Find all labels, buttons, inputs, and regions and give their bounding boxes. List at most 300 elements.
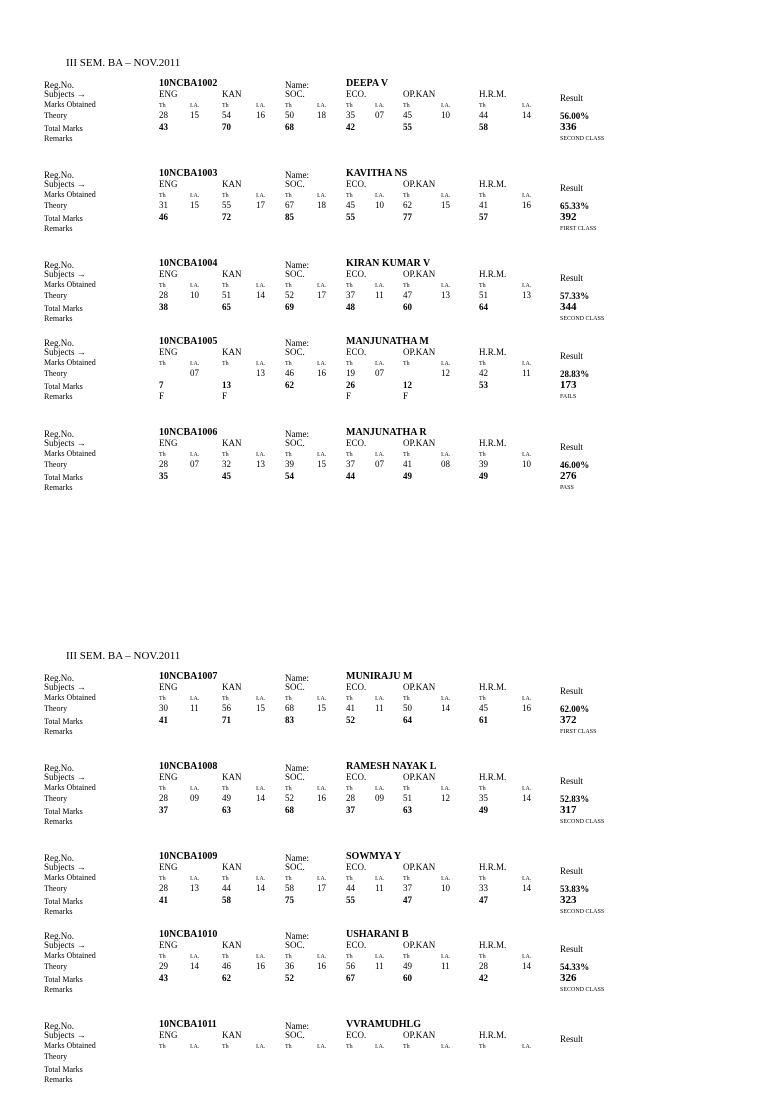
- result-label: Result: [560, 866, 584, 876]
- th-header: Th: [285, 786, 292, 792]
- section-heading: III SEM. BA – NOV.2011: [66, 57, 181, 69]
- ia-header: I.A.: [441, 876, 451, 882]
- subject-total: 68: [285, 805, 294, 815]
- marks-obtained-label: Marks Obtained: [44, 449, 96, 458]
- th-header: Th: [222, 954, 229, 960]
- subject-name: KAN: [222, 772, 242, 782]
- name-label: Name:: [285, 338, 309, 348]
- subject-name: ECO.: [346, 772, 367, 782]
- subject-total: 83: [285, 715, 294, 725]
- total-marks-label: Total Marks: [44, 717, 83, 726]
- ia-header: I.A.: [317, 954, 327, 960]
- ia-header: I.A.: [317, 876, 327, 882]
- reg-no-label: Reg.No.: [44, 1021, 74, 1031]
- subject-total: 68: [285, 122, 294, 132]
- subject-name: SOC.: [285, 682, 305, 692]
- marks-obtained-label: Marks Obtained: [44, 358, 96, 367]
- theory-mark: 28: [159, 290, 168, 300]
- th-header: Th: [159, 193, 166, 199]
- subject-total: 41: [159, 895, 168, 905]
- subject-total: 49: [403, 471, 412, 481]
- theory-mark: 28: [159, 110, 168, 120]
- subject-total: 43: [159, 122, 168, 132]
- marks-obtained-label: Marks Obtained: [44, 190, 96, 199]
- subject-name: KAN: [222, 269, 242, 279]
- th-header: Th: [479, 876, 486, 882]
- remarks-label: Remarks: [44, 985, 73, 994]
- ia-header: I.A.: [256, 361, 266, 367]
- student-record: [0, 336, 768, 416]
- th-header: Th: [159, 361, 166, 367]
- grand-total: 336: [560, 121, 577, 133]
- ia-mark: 14: [441, 703, 450, 713]
- theory-label: Theory: [44, 962, 68, 971]
- ia-header: I.A.: [317, 1044, 327, 1050]
- ia-header: I.A.: [522, 1044, 532, 1050]
- ia-mark: 14: [256, 793, 265, 803]
- subject-total: 52: [346, 715, 355, 725]
- subject-total: 44: [346, 471, 355, 481]
- student-record: [0, 258, 768, 338]
- remarks-label: Remarks: [44, 907, 73, 916]
- theory-mark: 46: [285, 368, 294, 378]
- total-marks-label: Total Marks: [44, 897, 83, 906]
- subjects-label: Subjects →: [44, 682, 86, 692]
- subject-total: 64: [403, 715, 412, 725]
- ia-header: I.A.: [441, 452, 451, 458]
- ia-header: I.A.: [256, 786, 266, 792]
- th-header: Th: [285, 954, 292, 960]
- subject-name: H.R.M.: [479, 1030, 507, 1040]
- subject-name: SOC.: [285, 940, 305, 950]
- ia-mark: 07: [375, 368, 384, 378]
- total-marks-label: Total Marks: [44, 214, 83, 223]
- ia-mark: 16: [317, 793, 326, 803]
- th-header: Th: [403, 283, 410, 289]
- student-record: [0, 78, 768, 158]
- subject-total: 58: [222, 895, 231, 905]
- th-header: Th: [285, 876, 292, 882]
- subject-name: H.R.M.: [479, 862, 507, 872]
- ia-mark: 12: [441, 368, 450, 378]
- th-header: Th: [403, 954, 410, 960]
- ia-header: I.A.: [256, 954, 266, 960]
- ia-mark: 13: [190, 883, 199, 893]
- th-header: Th: [403, 103, 410, 109]
- subject-total: 67: [346, 973, 355, 983]
- result-class: FAILS: [560, 394, 577, 400]
- subject-total: 49: [479, 471, 488, 481]
- theory-mark: 45: [403, 110, 412, 120]
- reg-no-value: 10NCBA1007: [159, 671, 218, 682]
- reg-no-value: 10NCBA1011: [159, 1019, 217, 1030]
- subject-total: 58: [479, 122, 488, 132]
- ia-header: I.A.: [522, 452, 532, 458]
- subject-total: 47: [479, 895, 488, 905]
- subjects-label: Subjects →: [44, 89, 86, 99]
- ia-header: I.A.: [375, 103, 385, 109]
- subject-total: 43: [159, 973, 168, 983]
- theory-mark: 56: [346, 961, 355, 971]
- ia-mark: 16: [317, 368, 326, 378]
- th-header: Th: [479, 786, 486, 792]
- subject-name: KAN: [222, 179, 242, 189]
- ia-mark: 17: [317, 883, 326, 893]
- result-label: Result: [560, 944, 584, 954]
- ia-mark: 07: [190, 368, 199, 378]
- student-record: [0, 168, 768, 248]
- subject-total: 62: [285, 380, 294, 390]
- marks-obtained-label: Marks Obtained: [44, 783, 96, 792]
- subject-remark: F: [159, 391, 165, 401]
- remarks-label: Remarks: [44, 134, 73, 143]
- th-header: Th: [222, 876, 229, 882]
- ia-mark: 17: [256, 200, 265, 210]
- theory-mark: 62: [403, 200, 412, 210]
- th-header: Th: [159, 103, 166, 109]
- ia-header: I.A.: [190, 1044, 200, 1050]
- reg-no-value: 10NCBA1003: [159, 168, 218, 179]
- remarks-label: Remarks: [44, 314, 73, 323]
- subject-name: ECO.: [346, 862, 367, 872]
- subject-total: 85: [285, 212, 294, 222]
- ia-mark: 15: [190, 200, 199, 210]
- theory-mark: 51: [403, 793, 412, 803]
- name-label: Name:: [285, 170, 309, 180]
- name-label: Name:: [285, 429, 309, 439]
- subject-remark: F: [403, 391, 409, 401]
- subject-name: ECO.: [346, 89, 367, 99]
- subject-total: 7: [159, 380, 164, 390]
- reg-no-label: Reg.No.: [44, 260, 74, 270]
- grand-total: 326: [560, 972, 577, 984]
- result-label: Result: [560, 776, 584, 786]
- ia-header: I.A.: [375, 696, 385, 702]
- theory-mark: 35: [479, 793, 488, 803]
- subject-name: OP.KAN: [403, 772, 436, 782]
- subject-total: 77: [403, 212, 412, 222]
- theory-mark: 49: [403, 961, 412, 971]
- name-label: Name:: [285, 673, 309, 683]
- subject-total: 55: [346, 895, 355, 905]
- theory-mark: 28: [159, 883, 168, 893]
- subject-name: ENG: [159, 438, 178, 448]
- theory-mark: 44: [346, 883, 355, 893]
- section-heading: III SEM. BA – NOV.2011: [66, 650, 181, 662]
- th-header: Th: [346, 1044, 353, 1050]
- ia-mark: 18: [317, 110, 326, 120]
- ia-header: I.A.: [190, 452, 200, 458]
- subject-name: SOC.: [285, 89, 305, 99]
- subject-name: ENG: [159, 1030, 178, 1040]
- theory-label: Theory: [44, 291, 68, 300]
- marks-obtained-label: Marks Obtained: [44, 1041, 96, 1050]
- subject-total: 49: [479, 805, 488, 815]
- theory-mark: 68: [285, 703, 294, 713]
- theory-mark: 41: [346, 703, 355, 713]
- theory-label: Theory: [44, 884, 68, 893]
- reg-no-label: Reg.No.: [44, 931, 74, 941]
- marks-obtained-label: Marks Obtained: [44, 951, 96, 960]
- student-name: DEEPA V: [346, 78, 389, 89]
- th-header: Th: [285, 193, 292, 199]
- subject-name: SOC.: [285, 438, 305, 448]
- ia-header: I.A.: [256, 103, 266, 109]
- subject-name: ENG: [159, 772, 178, 782]
- th-header: Th: [159, 452, 166, 458]
- result-label: Result: [560, 351, 584, 361]
- name-label: Name:: [285, 931, 309, 941]
- subjects-label: Subjects →: [44, 1030, 86, 1040]
- student-record: [0, 851, 768, 931]
- th-header: Th: [403, 193, 410, 199]
- theory-mark: 37: [346, 459, 355, 469]
- ia-mark: 10: [441, 883, 450, 893]
- th-header: Th: [285, 283, 292, 289]
- grand-total: 276: [560, 470, 577, 482]
- theory-mark: 52: [285, 793, 294, 803]
- grand-total: 392: [560, 211, 577, 223]
- subject-name: H.R.M.: [479, 772, 507, 782]
- ia-header: I.A.: [317, 696, 327, 702]
- percentage: 52.83%: [560, 794, 590, 804]
- student-record: [0, 427, 768, 507]
- th-header: Th: [479, 193, 486, 199]
- subjects-label: Subjects →: [44, 940, 86, 950]
- subject-name: KAN: [222, 438, 242, 448]
- percentage: 62.00%: [560, 704, 590, 714]
- ia-mark: 09: [190, 793, 199, 803]
- th-header: Th: [479, 452, 486, 458]
- grand-total: 317: [560, 804, 577, 816]
- result-class: FIRST CLASS: [560, 226, 597, 232]
- th-header: Th: [479, 361, 486, 367]
- th-header: Th: [346, 876, 353, 882]
- ia-header: I.A.: [375, 786, 385, 792]
- theory-mark: 37: [403, 883, 412, 893]
- th-header: Th: [346, 954, 353, 960]
- th-header: Th: [479, 954, 486, 960]
- ia-header: I.A.: [522, 193, 532, 199]
- subject-name: H.R.M.: [479, 438, 507, 448]
- subject-name: H.R.M.: [479, 682, 507, 692]
- th-header: Th: [479, 696, 486, 702]
- student-name: KAVITHA NS: [346, 168, 408, 179]
- ia-header: I.A.: [256, 193, 266, 199]
- th-header: Th: [285, 696, 292, 702]
- reg-no-label: Reg.No.: [44, 429, 74, 439]
- subject-name: ECO.: [346, 269, 367, 279]
- th-header: Th: [159, 954, 166, 960]
- theory-mark: 19: [346, 368, 355, 378]
- th-header: Th: [222, 193, 229, 199]
- theory-label: Theory: [44, 201, 68, 210]
- ia-mark: 17: [317, 290, 326, 300]
- name-label: Name:: [285, 1021, 309, 1031]
- subject-total: 47: [403, 895, 412, 905]
- ia-mark: 14: [522, 883, 531, 893]
- grand-total: 323: [560, 894, 577, 906]
- total-marks-label: Total Marks: [44, 1065, 83, 1074]
- th-header: Th: [403, 1044, 410, 1050]
- name-label: Name:: [285, 853, 309, 863]
- subject-name: SOC.: [285, 862, 305, 872]
- reg-no-value: 10NCBA1009: [159, 851, 218, 862]
- subject-name: KAN: [222, 862, 242, 872]
- th-header: Th: [403, 361, 410, 367]
- ia-mark: 16: [317, 961, 326, 971]
- th-header: Th: [222, 361, 229, 367]
- name-label: Name:: [285, 260, 309, 270]
- subject-total: 70: [222, 122, 231, 132]
- subject-name: ECO.: [346, 682, 367, 692]
- student-name: VVRAMUDHLG: [346, 1019, 421, 1030]
- subject-name: SOC.: [285, 179, 305, 189]
- theory-mark: 28: [159, 459, 168, 469]
- ia-header: I.A.: [522, 876, 532, 882]
- th-header: Th: [285, 452, 292, 458]
- subject-name: OP.KAN: [403, 179, 436, 189]
- ia-mark: 16: [522, 200, 531, 210]
- subject-name: ECO.: [346, 347, 367, 357]
- theory-mark: 32: [222, 459, 231, 469]
- ia-mark: 14: [256, 883, 265, 893]
- subject-name: H.R.M.: [479, 347, 507, 357]
- subjects-label: Subjects →: [44, 347, 86, 357]
- ia-mark: 11: [375, 883, 384, 893]
- subject-name: SOC.: [285, 772, 305, 782]
- subject-total: 57: [479, 212, 488, 222]
- theory-mark: 56: [222, 703, 231, 713]
- marks-obtained-label: Marks Obtained: [44, 280, 96, 289]
- result-label: Result: [560, 183, 584, 193]
- subject-total: 41: [159, 715, 168, 725]
- reg-no-label: Reg.No.: [44, 853, 74, 863]
- student-name: SOWMYA Y: [346, 851, 402, 862]
- reg-no-label: Reg.No.: [44, 338, 74, 348]
- result-class: FIRST CLASS: [560, 729, 597, 735]
- th-header: Th: [159, 283, 166, 289]
- ia-header: I.A.: [375, 876, 385, 882]
- subject-total: 55: [403, 122, 412, 132]
- theory-label: Theory: [44, 460, 68, 469]
- subject-name: KAN: [222, 1030, 242, 1040]
- reg-no-value: 10NCBA1006: [159, 427, 218, 438]
- th-header: Th: [346, 786, 353, 792]
- ia-header: I.A.: [190, 696, 200, 702]
- reg-no-value: 10NCBA1005: [159, 336, 218, 347]
- ia-header: I.A.: [441, 954, 451, 960]
- subject-total: 60: [403, 302, 412, 312]
- theory-mark: 28: [159, 793, 168, 803]
- ia-header: I.A.: [317, 452, 327, 458]
- theory-label: Theory: [44, 369, 68, 378]
- ia-header: I.A.: [256, 696, 266, 702]
- student-record: [0, 761, 768, 841]
- result-class: SECOND CLASS: [560, 136, 605, 142]
- total-marks-label: Total Marks: [44, 473, 83, 482]
- ia-header: I.A.: [441, 361, 451, 367]
- subject-name: H.R.M.: [479, 940, 507, 950]
- theory-mark: 51: [222, 290, 231, 300]
- ia-header: I.A.: [256, 876, 266, 882]
- ia-header: I.A.: [317, 103, 327, 109]
- ia-mark: 14: [522, 110, 531, 120]
- theory-mark: 28: [346, 793, 355, 803]
- grand-total: 372: [560, 714, 577, 726]
- name-label: Name:: [285, 80, 309, 90]
- subject-name: ECO.: [346, 438, 367, 448]
- theory-mark: 35: [346, 110, 355, 120]
- ia-header: I.A.: [190, 283, 200, 289]
- percentage: 54.33%: [560, 962, 590, 972]
- ia-header: I.A.: [256, 452, 266, 458]
- ia-mark: 16: [522, 703, 531, 713]
- ia-mark: 16: [256, 110, 265, 120]
- ia-mark: 13: [441, 290, 450, 300]
- ia-header: I.A.: [441, 103, 451, 109]
- subject-name: ENG: [159, 269, 178, 279]
- subject-total: 37: [159, 805, 168, 815]
- ia-mark: 09: [375, 793, 384, 803]
- result-class: SECOND CLASS: [560, 987, 605, 993]
- reg-no-value: 10NCBA1002: [159, 78, 218, 89]
- result-class: SECOND CLASS: [560, 909, 605, 915]
- ia-mark: 14: [522, 961, 531, 971]
- subject-total: 45: [222, 471, 231, 481]
- theory-label: Theory: [44, 794, 68, 803]
- percentage: 46.00%: [560, 460, 590, 470]
- th-header: Th: [479, 1044, 486, 1050]
- grand-total: 173: [560, 379, 577, 391]
- ia-mark: 07: [375, 110, 384, 120]
- ia-header: I.A.: [375, 954, 385, 960]
- ia-header: I.A.: [190, 193, 200, 199]
- subject-total: 69: [285, 302, 294, 312]
- ia-mark: 13: [522, 290, 531, 300]
- ia-header: I.A.: [317, 786, 327, 792]
- ia-header: I.A.: [522, 696, 532, 702]
- ia-header: I.A.: [317, 193, 327, 199]
- ia-header: I.A.: [256, 1044, 266, 1050]
- theory-mark: 67: [285, 200, 294, 210]
- subject-name: H.R.M.: [479, 179, 507, 189]
- reg-no-label: Reg.No.: [44, 170, 74, 180]
- subject-name: OP.KAN: [403, 438, 436, 448]
- th-header: Th: [285, 1044, 292, 1050]
- ia-header: I.A.: [317, 283, 327, 289]
- subject-name: OP.KAN: [403, 940, 436, 950]
- ia-mark: 15: [256, 703, 265, 713]
- subject-name: ENG: [159, 89, 178, 99]
- ia-header: I.A.: [190, 786, 200, 792]
- ia-mark: 10: [375, 200, 384, 210]
- subject-name: OP.KAN: [403, 682, 436, 692]
- ia-mark: 18: [317, 200, 326, 210]
- subject-total: 48: [346, 302, 355, 312]
- ia-mark: 11: [190, 703, 199, 713]
- theory-mark: 46: [222, 961, 231, 971]
- theory-mark: 41: [479, 200, 488, 210]
- result-class: SECOND CLASS: [560, 819, 605, 825]
- subject-name: ECO.: [346, 179, 367, 189]
- ia-mark: 13: [256, 368, 265, 378]
- subject-total: 54: [285, 471, 294, 481]
- percentage: 53.83%: [560, 884, 590, 894]
- ia-header: I.A.: [375, 193, 385, 199]
- theory-mark: 39: [285, 459, 294, 469]
- theory-mark: 55: [222, 200, 231, 210]
